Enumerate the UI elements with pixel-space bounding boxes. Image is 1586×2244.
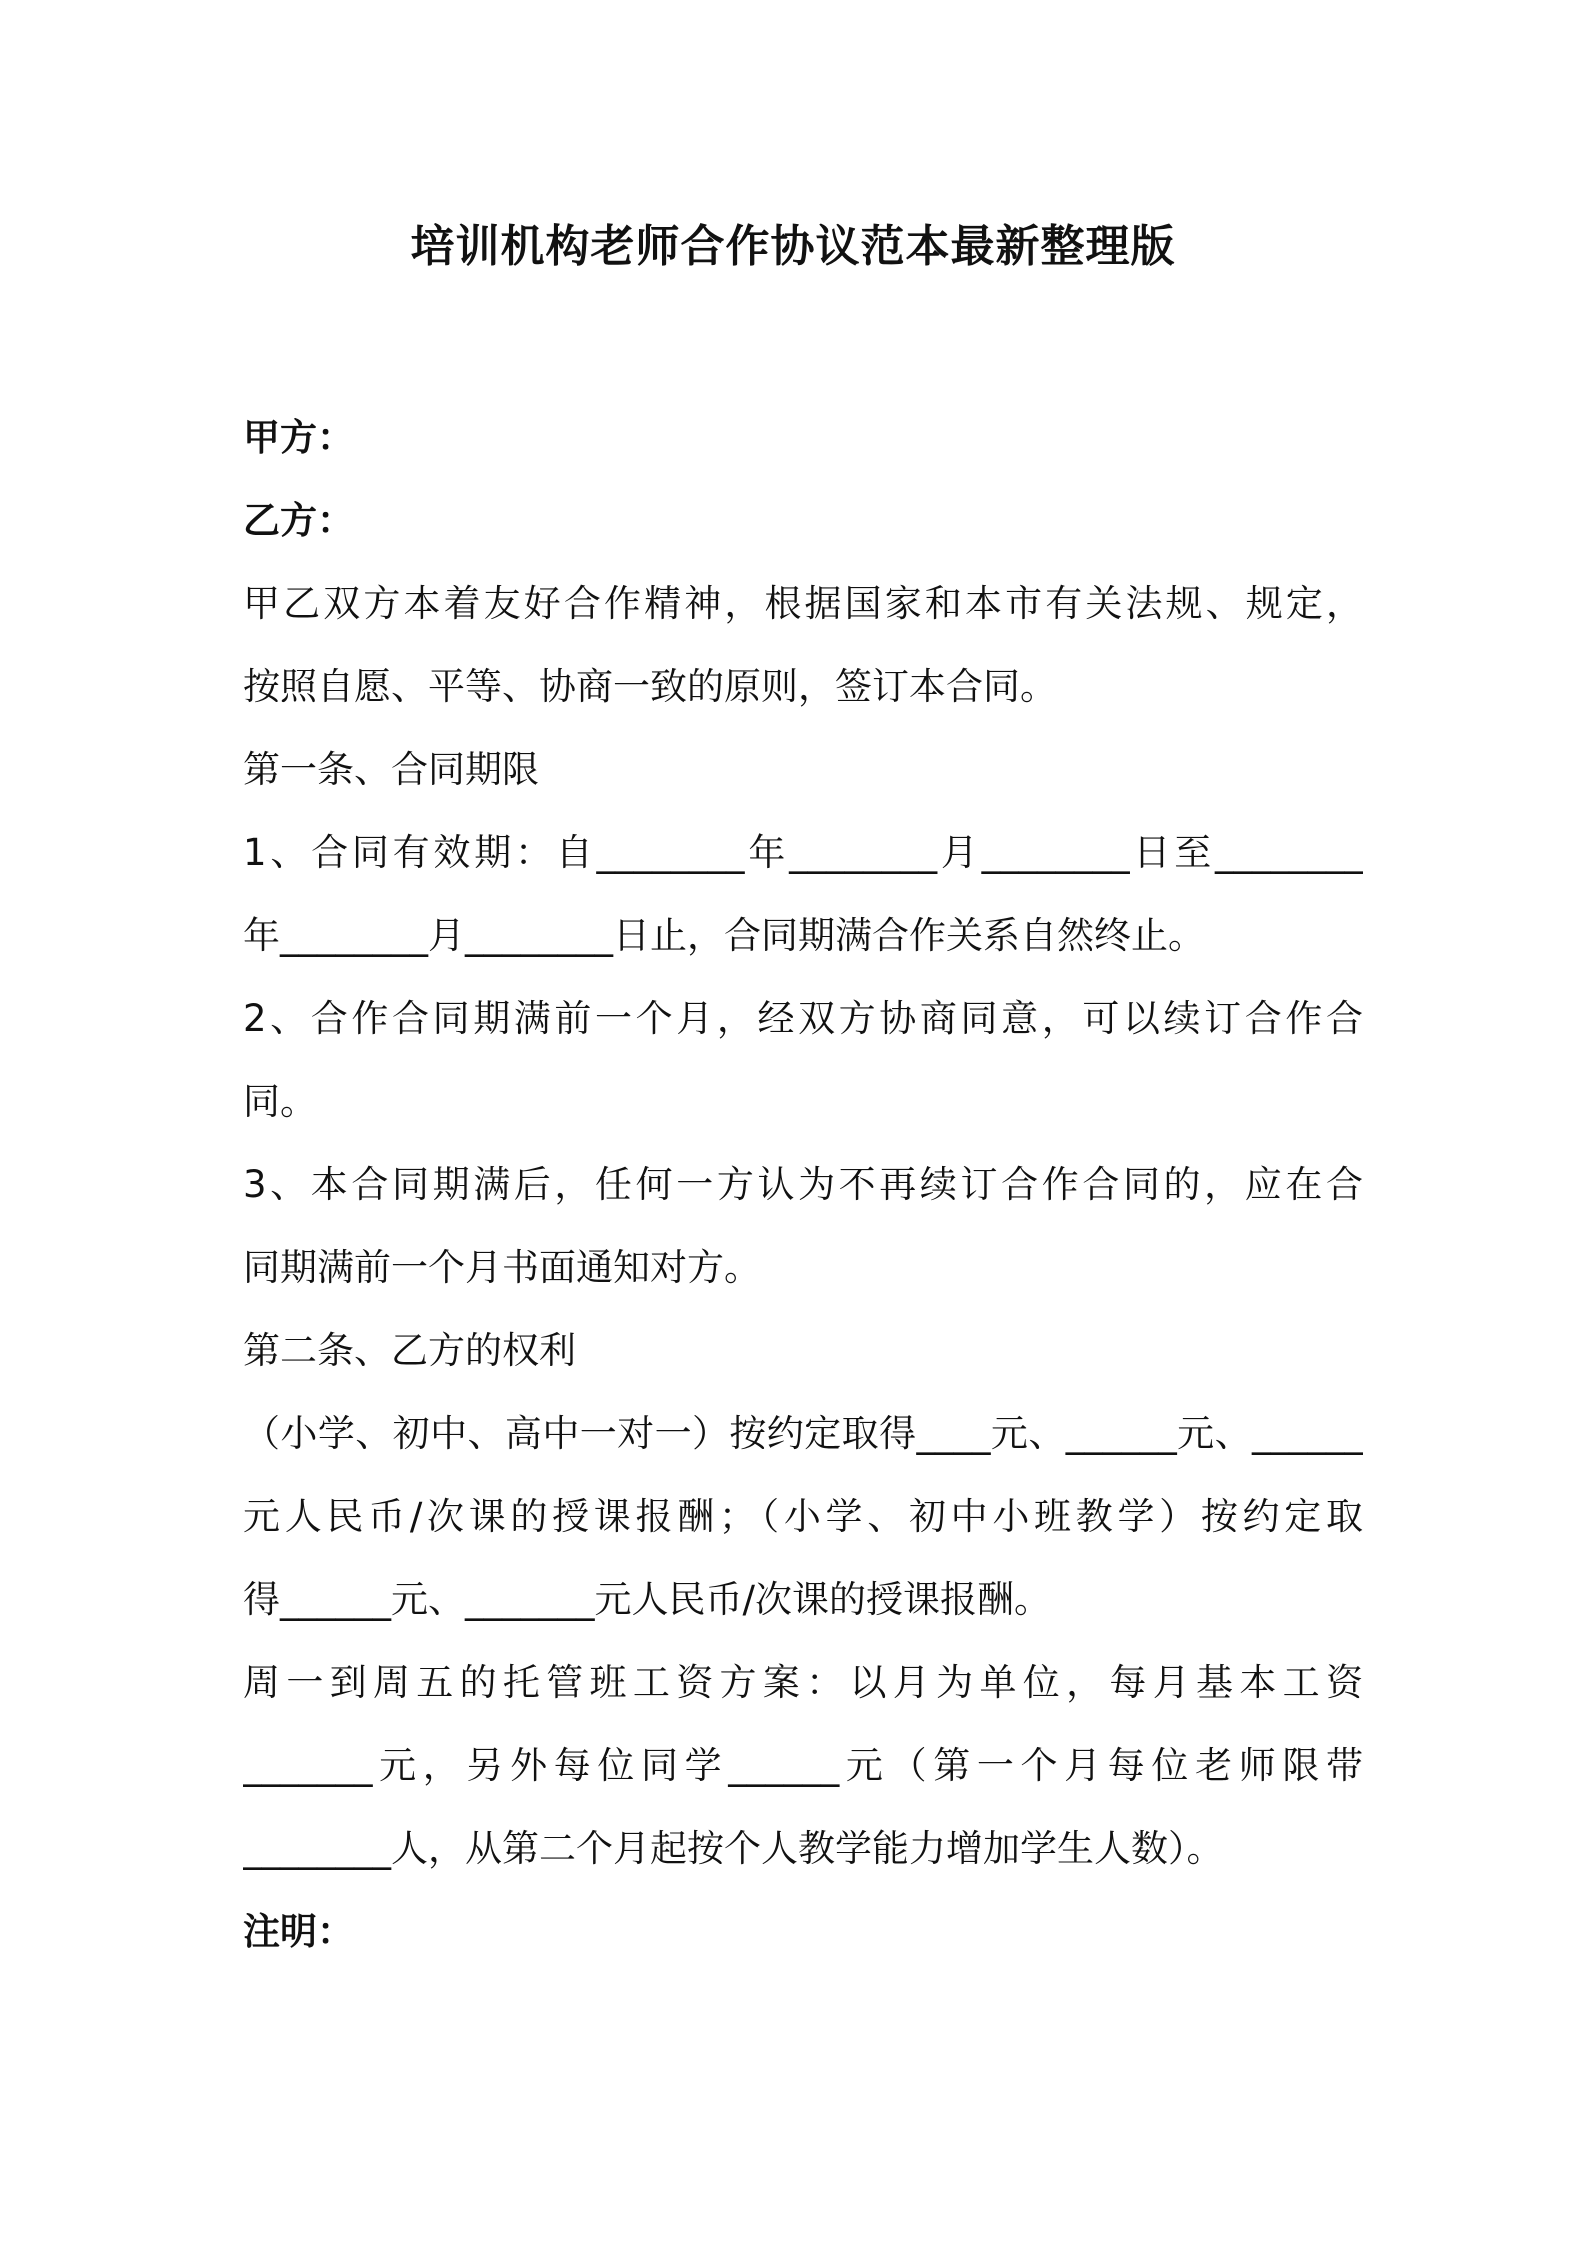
paragraph-line: 周一到周五的托管班工资方案：以月为单位，每月基本工资 <box>243 1661 1363 1704</box>
party-b-label: 乙方： <box>243 499 354 542</box>
paragraph-line: 同期满前一个月书面通知对方。 <box>243 1246 761 1289</box>
paragraph-line: 年________月________日止，合同期满合作关系自然终止。 <box>243 914 1205 957</box>
party-a-label: 甲方： <box>243 416 354 459</box>
paragraph-line: 得______元、_______元人民币/次课的授课报酬。 <box>243 1578 1051 1621</box>
document-title: 培训机构老师合作协议范本最新整理版 <box>410 221 1176 272</box>
paragraph-line: 甲乙双方本着友好合作精神，根据国家和本市有关法规、规定， <box>243 582 1363 625</box>
section-heading-2: 第二条、乙方的权利 <box>243 1329 576 1372</box>
section-heading-1: 第一条、合同期限 <box>243 748 539 791</box>
paragraph-line: ________人，从第二个月起按个人教学能力增加学生人数）。 <box>243 1827 1224 1870</box>
paragraph-line: 元人民币/次课的授课报酬；（小学、初中小班教学）按约定取 <box>243 1495 1363 1538</box>
paragraph-line: 1、合同有效期：自________年________月________日至________ <box>243 831 1363 874</box>
paragraph-line: 2、合作合同期满前一个月，经双方协商同意，可以续订合作合 <box>243 997 1363 1040</box>
paragraph-line: 3、本合同期满后，任何一方认为不再续订合作合同的，应在合 <box>243 1163 1363 1206</box>
paragraph-line: （小学、初中、高中一对一）按约定取得____元、______元、______ <box>243 1412 1363 1455</box>
paragraph-line: _______元，另外每位同学______元（第一个月每位老师限带 <box>243 1744 1363 1787</box>
paragraph-line: 同。 <box>243 1080 317 1123</box>
paragraph-line: 按照自愿、平等、协商一致的原则，签订本合同。 <box>243 665 1057 708</box>
note-label: 注明： <box>243 1910 354 1953</box>
